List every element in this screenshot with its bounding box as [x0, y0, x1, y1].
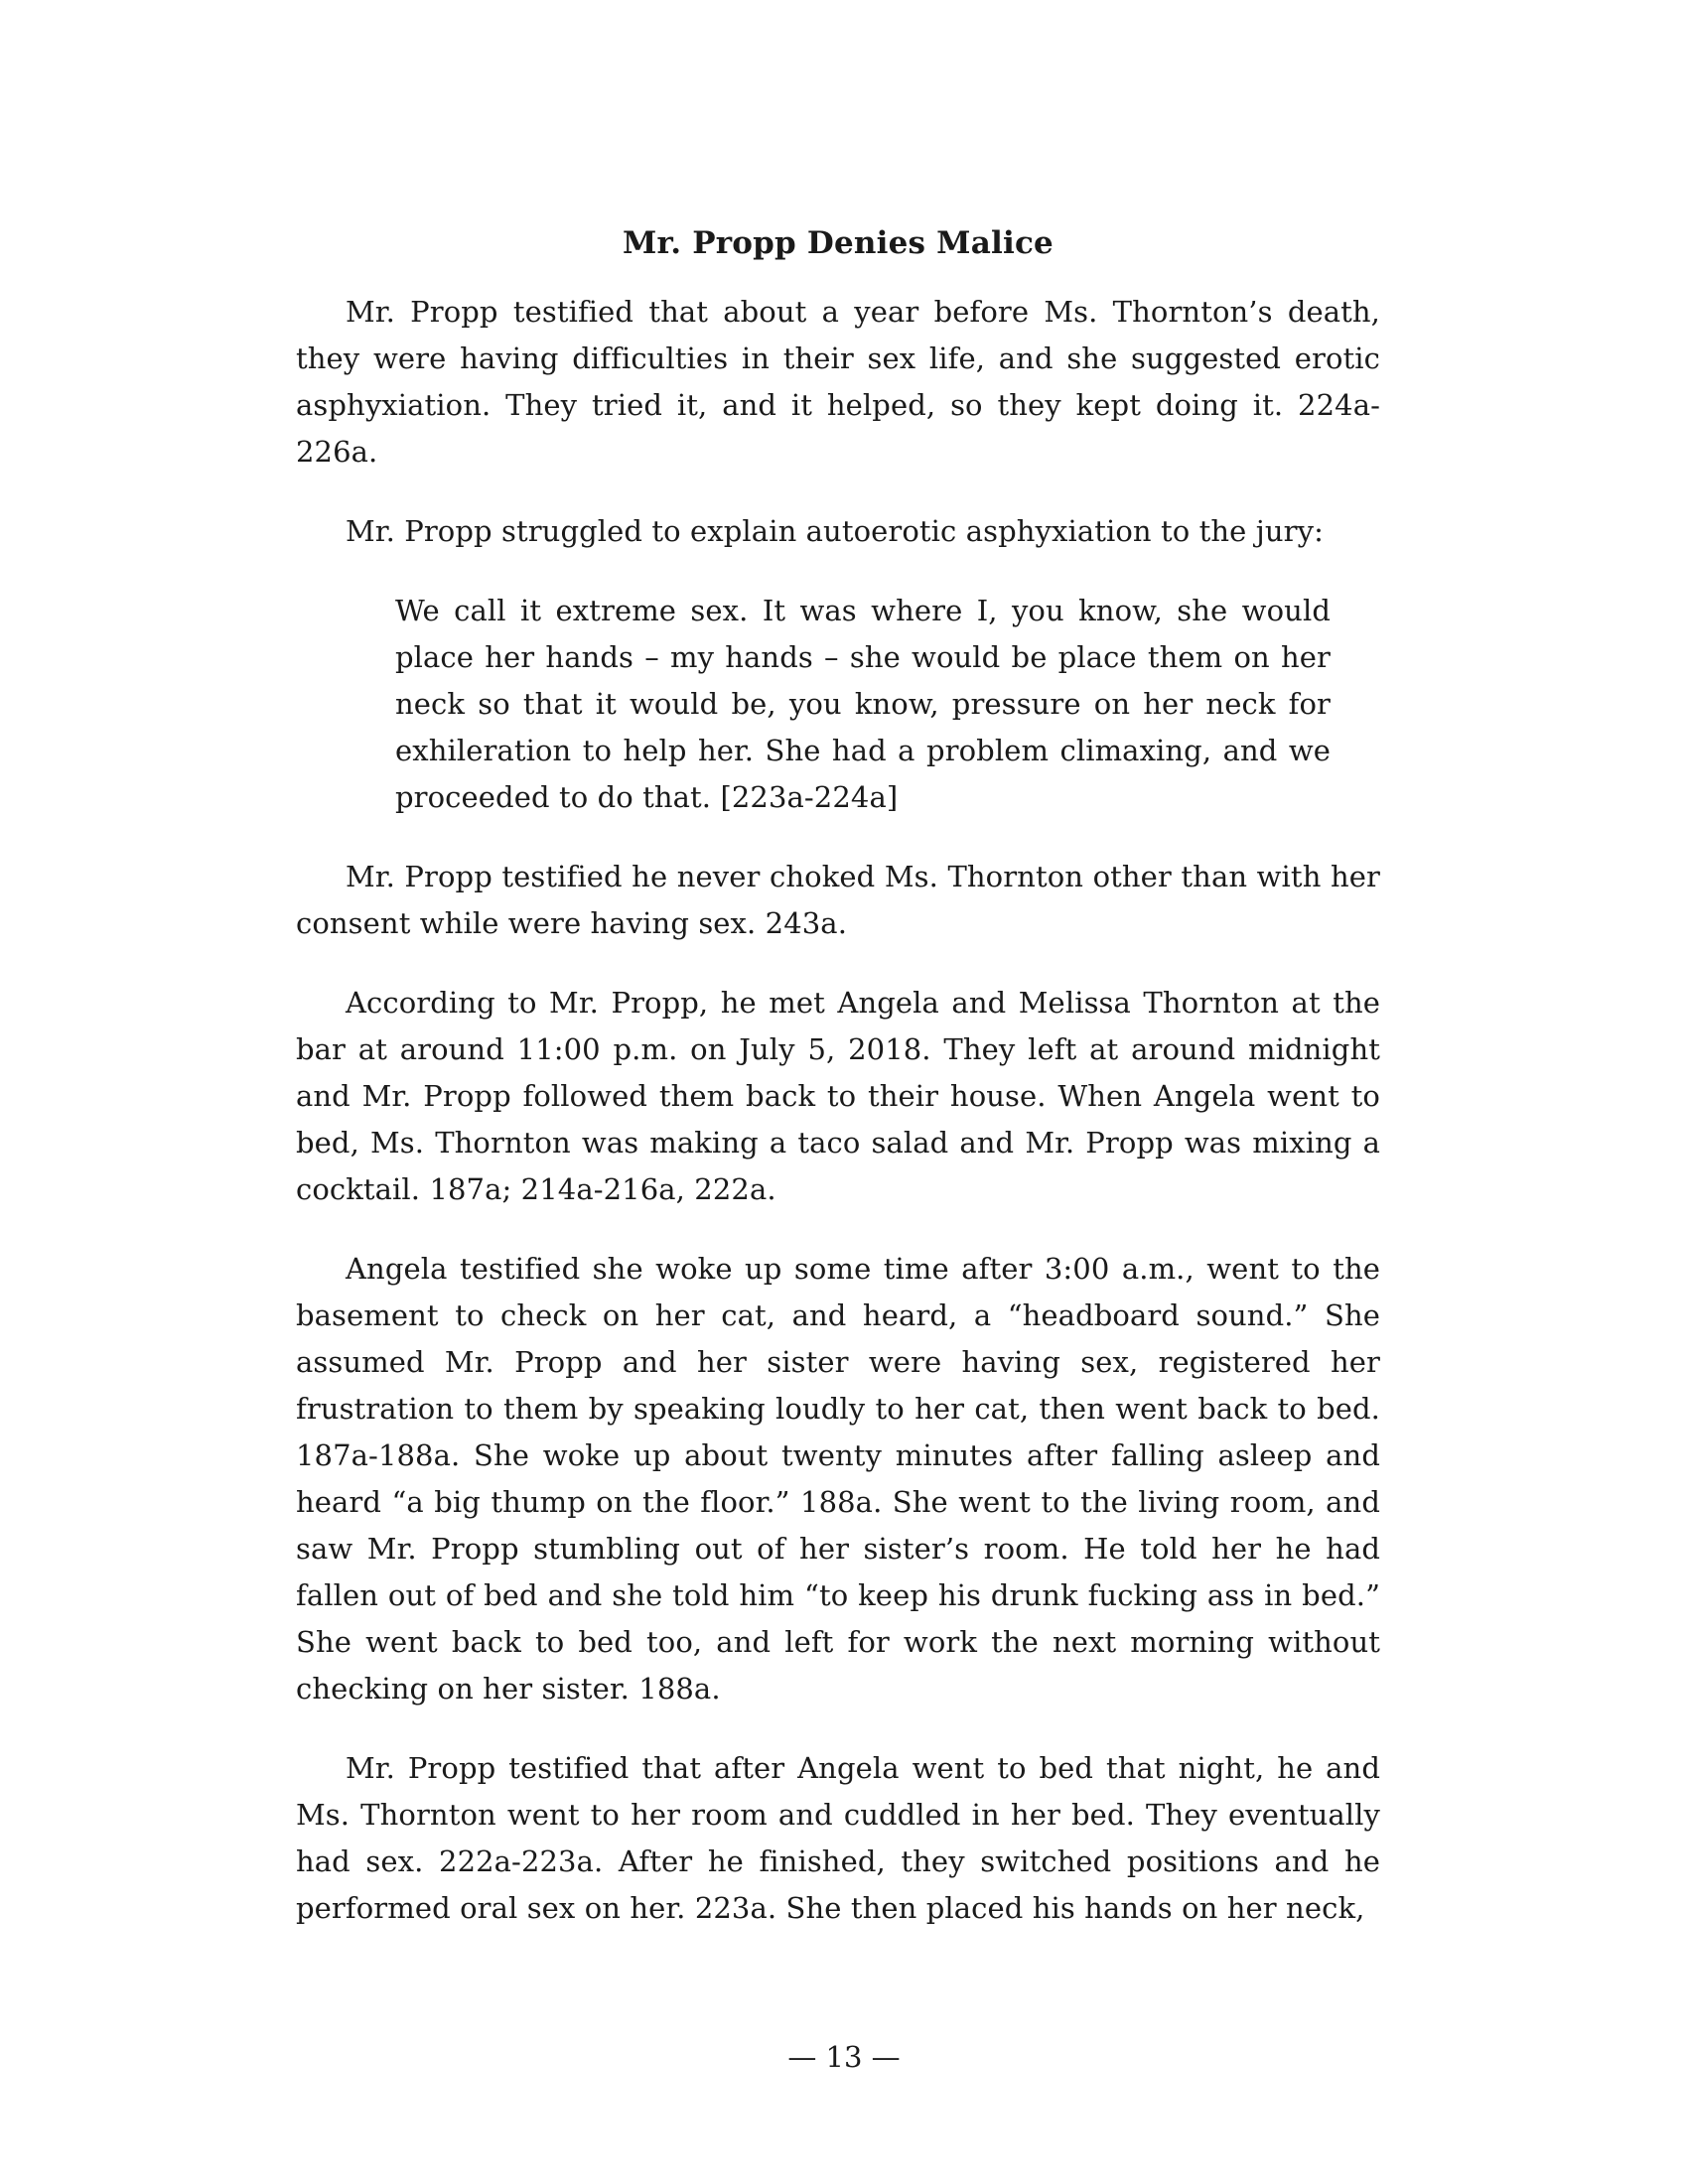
- paragraph-4: According to Mr. Propp, he met Angela and Melissa Thornton at the bar at around 11:00 p.m. on July 5, 2018. They left at around midnight and Mr. Propp followed them back to their house. When Angela went to bed, Ms. Thornton was making a taco salad and Mr. Propp was mixing a cocktail. 187a; 214a-216a, 222a.: [296, 986, 1380, 1206]
- page-body: [296, 220, 1380, 1965]
- paragraph-5: Angela testified she woke up some time after 3:00 a.m., went to the basement to check on her cat, and heard, a “headboard sound.” She assumed Mr. Propp and her sister were having sex, registered her frustration to them by speaking loudly to her cat, then went back to bed. 187a-188a. She woke up about twenty minutes after falling asleep and heard “a big thump on the floor.” 188a. She went to the living room, and saw Mr. Propp stumbling out of her sister’s room. He told her he had fallen out of bed and she told him “to keep his drunk fucking ass in bed.” She went back to bed too, and left for work the next morning without checking on her sister. 188a.: [296, 1252, 1380, 1706]
- paragraph-6: Mr. Propp testified that after Angela went to bed that night, he and Ms. Thornton went to her room and cuddled in her bed. They eventually had sex. 222a-223a. After he finished, they switched positions and he performed oral sex on her. 223a. She then placed his hands on her neck,: [296, 1751, 1380, 1925]
- paragraph-3: Mr. Propp testified he never choked Ms. Thornton other than with her consent while were having sex. 243a.: [296, 860, 1380, 940]
- paragraph-1: Mr. Propp testified that about a year before Ms. Thornton’s death, they were having difficulties in their sex life, and she suggested erotic asphyxiation. They tried it, and it helped, so they kept doing it. 224a-226a.: [296, 295, 1380, 469]
- section-heading: Mr. Propp Denies Malice: [623, 225, 1054, 261]
- paragraph-2: Mr. Propp struggled to explain autoerotic asphyxiation to the jury:: [346, 514, 1324, 548]
- block-quote: We call it extreme sex. It was where I, you know, she would place her hands – my hands – she would be place them on her neck so that it would be, you know, pressure on her neck for exhileration to help her. She had a problem climaxing, and we proceeded to do that. [223a-224a]: [395, 594, 1331, 814]
- page-number: — 13 —: [787, 2040, 901, 2074]
